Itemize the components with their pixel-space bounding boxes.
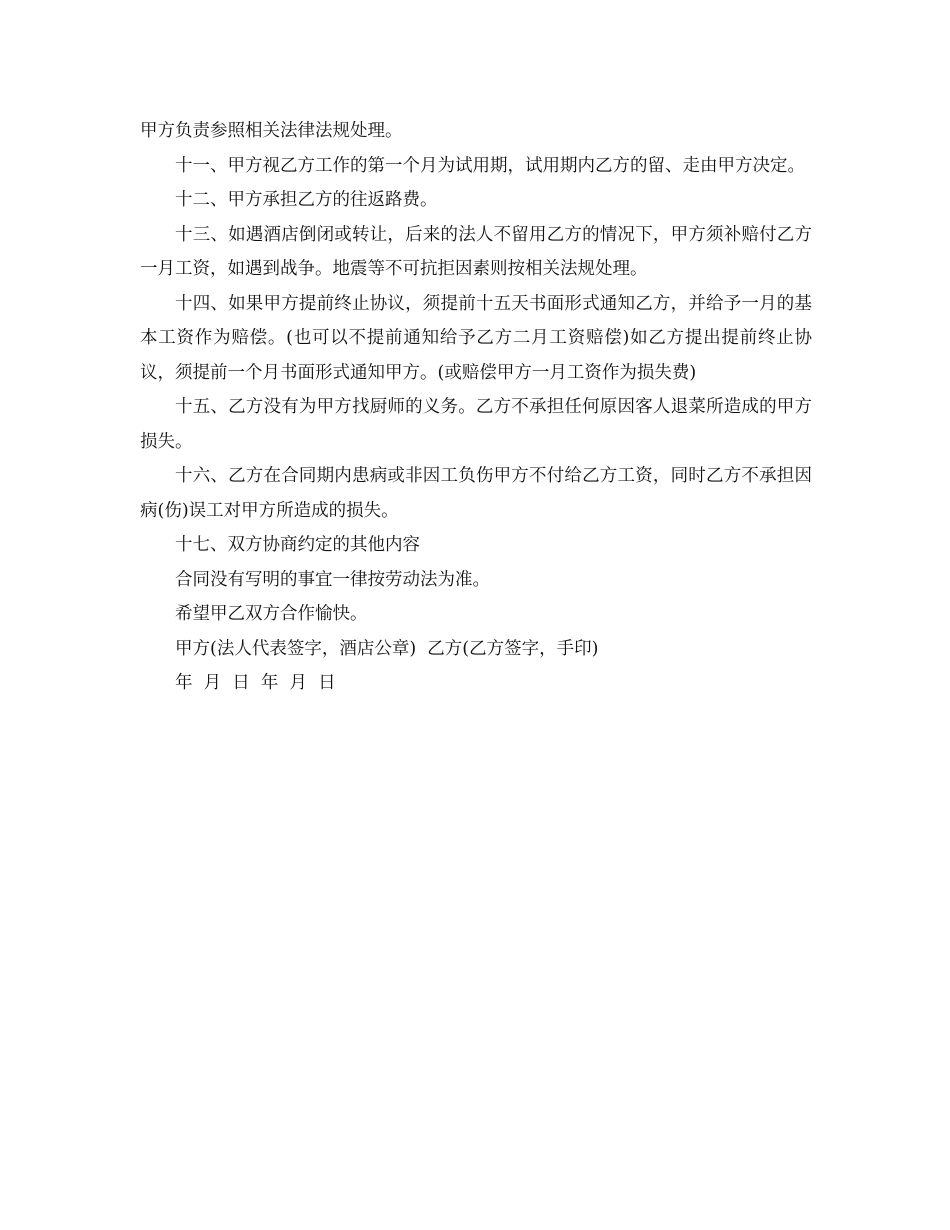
document-body [140, 114, 812, 701]
clause-13: 十三、如遇酒店倒闭或转让，后来的法人不留用乙方的情况下，甲方须补赔付乙方一月工资，如遇到战争。地震等不可抗拒因素则按相关法规处理。 [140, 224, 812, 279]
clause-12: 十二、甲方承担乙方的往返路费。 [175, 190, 438, 210]
paragraph-continuation: 甲方负责参照相关法律法规处理。 [140, 121, 403, 141]
clause-15: 十五、乙方没有为甲方找厨师的义务。乙方不承担任何原因客人退菜所造成的甲方损失。 [140, 397, 812, 452]
clause-11: 十一、甲方视乙方工作的第一个月为试用期，试用期内乙方的留、走由甲方决定。 [175, 155, 805, 176]
clause-16: 十六、乙方在合同期内患病或非因工负伤甲方不付给乙方工资，同时乙方不承担因病(伤)误工对甲方所造成的损失。 [140, 466, 812, 521]
signature-line: 甲方(法人代表签字，酒店公章) 乙方(乙方签字，手印) [175, 638, 599, 659]
closing-wish: 希望甲乙双方合作愉快。 [175, 604, 368, 624]
date-line: 年 月 日 年 月 日 [175, 673, 336, 693]
clause-14: 十四、如果甲方提前终止协议，须提前十五天书面形式通知乙方，并给予一月的基本工资作为赔偿。(也可以不提前通知给予乙方二月工资赔偿)如乙方提出提前终止协议，须提前一个月书面形式通知甲方。(或赔偿甲方一月工资作为损失费) [140, 293, 812, 383]
labor-law-note: 合同没有写明的事宜一律按劳动法为准。 [175, 569, 490, 590]
clause-17: 十七、双方协商约定的其他内容 [175, 535, 420, 555]
